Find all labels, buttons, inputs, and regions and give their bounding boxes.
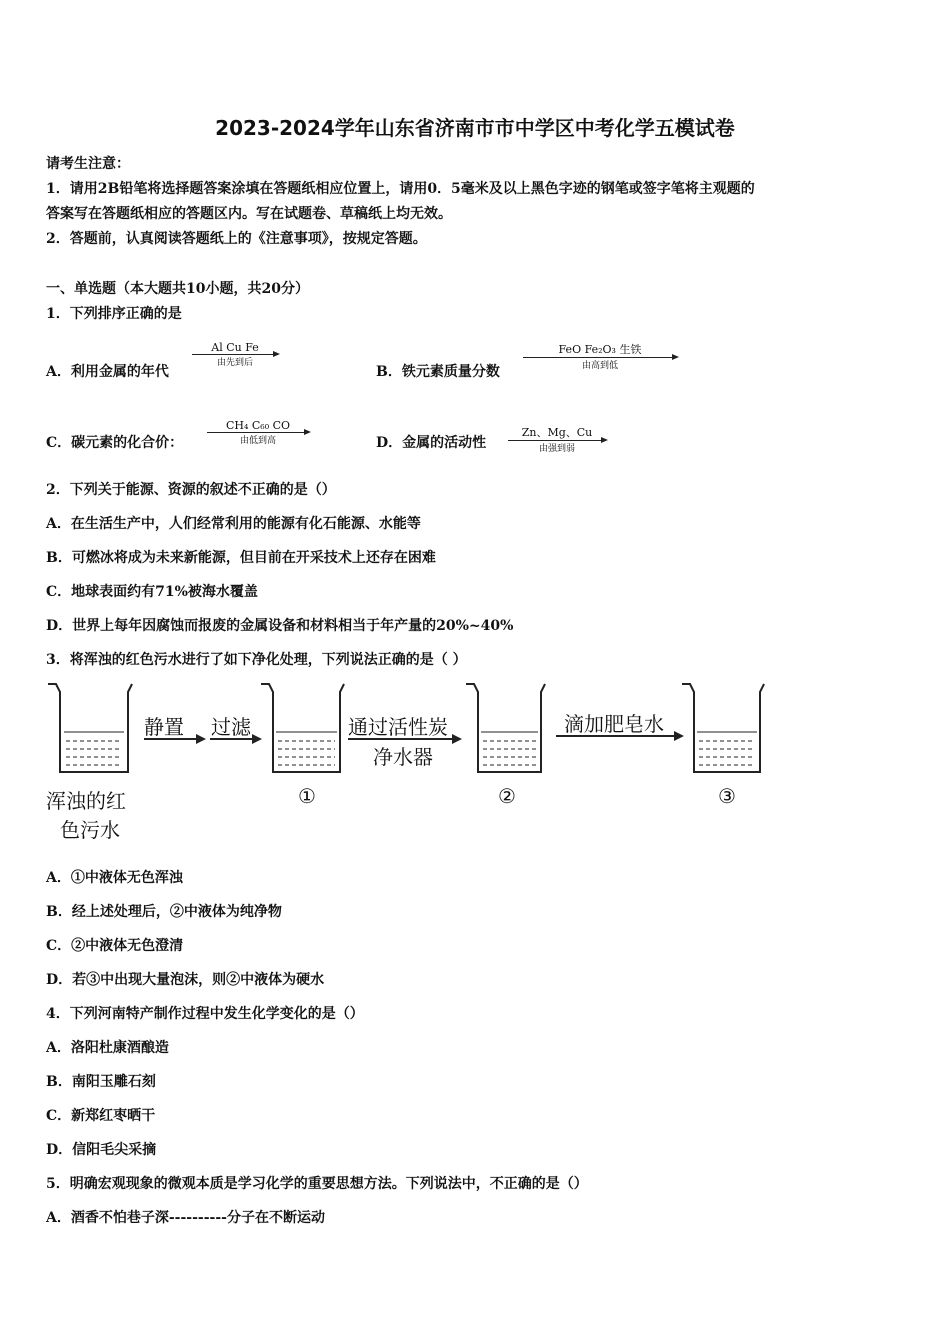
beaker-1-icon xyxy=(261,684,344,772)
q1-stem: 1．下列排序正确的是 xyxy=(46,306,182,322)
step-1-label-settle: 静置 xyxy=(144,715,184,739)
q1-option-d-arrow-top: Zn、Mg、Cu xyxy=(521,426,593,439)
q4-option-b: B．南阳玉雕石刻 xyxy=(46,1074,156,1090)
notice-item-1-line-1: 1．请用2B铅笔将选择题答案涂填在答题纸相应位置上，请用0．5毫米及以上黑色字迹的钢笔或签字笔将主观题的 xyxy=(46,181,755,197)
q1-option-b-arrow-top: FeO Fe₂O₃ 生铁 xyxy=(558,343,642,356)
q1-option-c-arrow xyxy=(207,419,309,446)
q3-option-a: A．①中液体无色浑浊 xyxy=(46,870,183,886)
notice-item-2: 2．答题前，认真阅读答题纸上的《注意事项》，按规定答题。 xyxy=(46,231,427,247)
q1-option-b-arrow-bottom: 由高到低 xyxy=(581,361,618,371)
step-1-label-filter: 过滤 xyxy=(211,715,251,739)
page-title: 2023-2024学年山东省济南市市中学区中考化学五模试卷 xyxy=(215,116,735,140)
arrow-right-icon xyxy=(207,432,309,433)
q3-option-b: B．经上述处理后，②中液体为纯净物 xyxy=(46,904,282,920)
q1-option-c-arrow-top: CH₄ C₆₀ CO xyxy=(225,419,291,432)
q1-option-c-label: C．碳元素的化合价： xyxy=(46,435,184,451)
q2-option-b: B．可燃冰将成为未来新能源，但目前在开采技术上还存在困难 xyxy=(46,550,436,566)
q1-option-b-arrow xyxy=(523,341,677,371)
section-heading: 一、单选题（本大题共10小题，共20分） xyxy=(46,281,309,297)
q4-option-d: D．信阳毛尖采摘 xyxy=(46,1142,157,1158)
q1-option-a-arrow xyxy=(192,341,278,368)
arrow-right-icon xyxy=(508,440,606,441)
step-2-label-top: 通过活性炭 xyxy=(348,715,448,739)
beaker-1-marker: ① xyxy=(298,784,316,808)
step-3-label: 滴加肥皂水 xyxy=(564,712,664,736)
q2-option-c: C．地球表面约有71%被海水覆盖 xyxy=(46,584,258,600)
start-label-line-2: 色污水 xyxy=(60,818,120,842)
step-2-label-bottom: 净水器 xyxy=(373,745,433,769)
q2-stem: 2．下列关于能源、资源的叙述不正确的是（） xyxy=(46,482,336,498)
beaker-start-icon xyxy=(48,684,132,772)
q3-option-c: C．②中液体无色澄清 xyxy=(46,938,184,954)
beaker-3-icon xyxy=(682,684,764,772)
q4-stem: 4．下列河南特产制作过程中发生化学变化的是（） xyxy=(46,1006,364,1022)
arrow-right-icon xyxy=(192,354,278,355)
q5-option-a: A．酒香不怕巷子深----------分子在不断运动 xyxy=(46,1210,325,1226)
q2-option-d: D．世界上每年因腐蚀而报废的金属设备和材料相当于年产量的20%~40% xyxy=(46,618,514,634)
q1-option-a-label: A．利用金属的年代 xyxy=(46,364,169,380)
notice-heading: 请考生注意： xyxy=(46,156,130,172)
q5-stem: 5．明确宏观现象的微观本质是学习化学的重要思想方法。下列说法中，不正确的是（） xyxy=(46,1176,588,1192)
beaker-2-icon xyxy=(466,684,545,772)
start-label-line-1: 浑浊的红 xyxy=(46,789,126,813)
q4-option-c: C．新郑红枣晒干 xyxy=(46,1108,156,1124)
beaker-2-marker: ② xyxy=(498,784,516,808)
water-purification-diagram xyxy=(0,670,950,850)
q3-stem: 3．将浑浊的红色污水进行了如下净化处理，下列说法正确的是（ ） xyxy=(46,652,467,668)
q1-option-a-arrow-bottom: 由先到后 xyxy=(216,358,253,368)
q4-option-a: A．洛阳杜康酒酿造 xyxy=(46,1040,169,1056)
q1-option-d-arrow xyxy=(508,424,606,454)
beaker-3-marker: ③ xyxy=(718,784,736,808)
q1-option-d-arrow-bottom: 由强到弱 xyxy=(538,444,575,454)
q3-option-d: D．若③中出现大量泡沫，则②中液体为硬水 xyxy=(46,972,325,988)
q1-option-a-arrow-top: Al Cu Fe xyxy=(211,341,259,354)
q1-option-b-label: B．铁元素质量分数 xyxy=(376,364,500,380)
q1-option-c-arrow-bottom: 由低到高 xyxy=(239,436,276,446)
q2-option-a: A．在生活生产中，人们经常利用的能源有化石能源、水能等 xyxy=(46,516,421,532)
notice-item-1-line-2: 答案写在答题纸相应的答题区内。写在试题卷、草稿纸上均无效。 xyxy=(46,206,452,222)
q1-option-d-label: D．金属的活动性 xyxy=(376,435,487,451)
arrow-right-icon xyxy=(523,357,677,358)
